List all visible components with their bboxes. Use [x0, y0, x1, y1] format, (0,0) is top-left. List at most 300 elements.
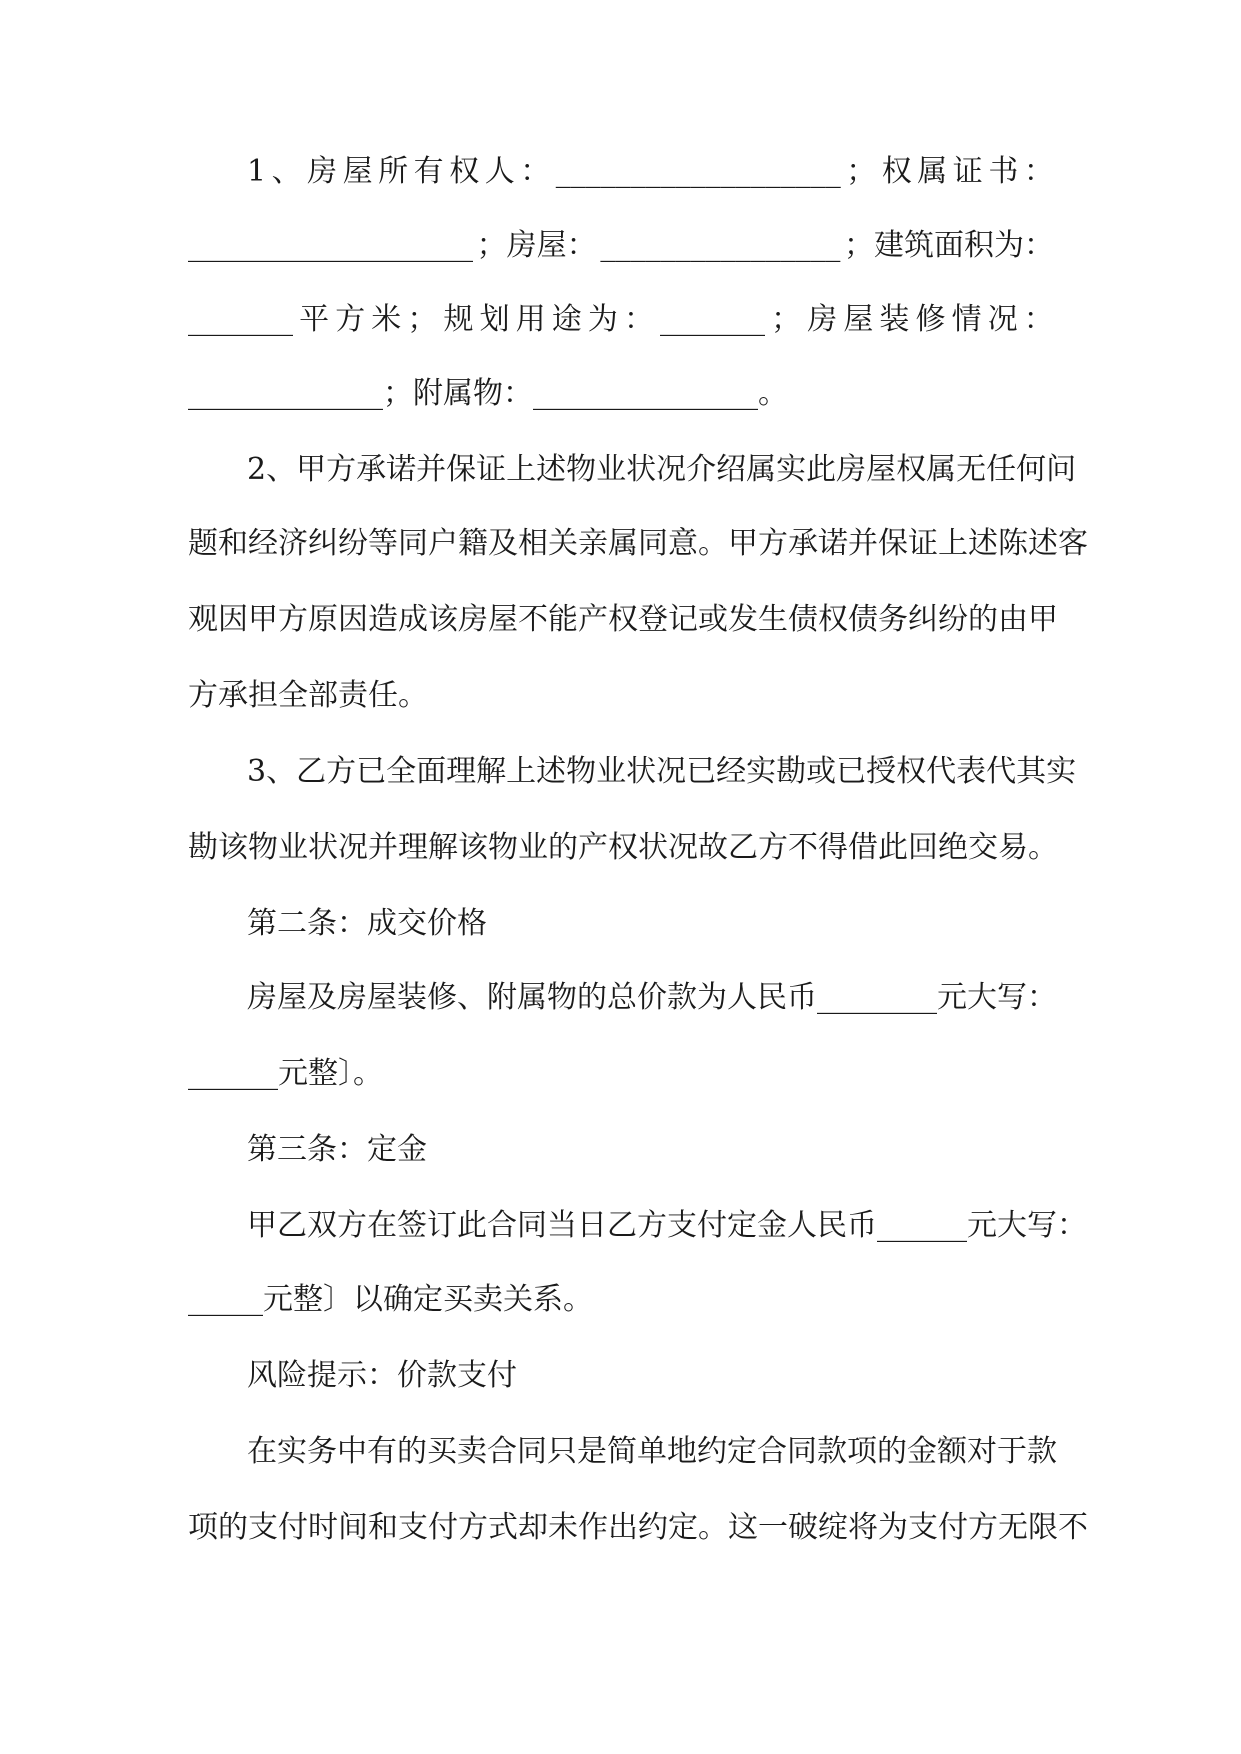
- text-char: 产: [578, 602, 608, 637]
- text-char: 。: [698, 526, 728, 561]
- text-line-16: [188, 1276, 1054, 1324]
- text-char: 况: [656, 452, 687, 487]
- text-char: 保: [878, 526, 908, 561]
- text-char: 时: [308, 1510, 338, 1545]
- text-char: 付: [278, 1510, 308, 1545]
- text-char: 房: [836, 452, 867, 487]
- text-char: 方: [326, 452, 357, 487]
- text-char: 项: [188, 1510, 218, 1545]
- text-segment: ______元整〕。: [188, 1056, 383, 1091]
- text-segment: ___________________: [555, 154, 841, 189]
- text-char: 方: [968, 1510, 998, 1545]
- text-char: 物: [566, 754, 597, 789]
- text-char: _: [907, 1208, 922, 1243]
- text-char: 已: [836, 754, 867, 789]
- text-char: 间: [338, 1510, 368, 1545]
- text-char: 房: [337, 980, 367, 1015]
- text-line-10: [188, 824, 1058, 872]
- text-segment: 所: [378, 154, 409, 189]
- text-segment: 风险提示：价款支付: [247, 1358, 517, 1393]
- text-char: 甲: [728, 526, 758, 561]
- text-char: 述: [968, 526, 998, 561]
- text-char: 约: [638, 1510, 668, 1545]
- text-segment: _____________；附属物：_______________。: [188, 376, 788, 411]
- text-char: 约: [697, 1434, 727, 1469]
- text-char: 同: [398, 526, 428, 561]
- text-char: 甲: [1028, 602, 1058, 637]
- text-segment: 人: [484, 154, 515, 189]
- text-char: _: [952, 1208, 967, 1243]
- text-char: 登: [638, 602, 668, 637]
- text-char: 地: [667, 1434, 697, 1469]
- text-segment: 、: [271, 154, 302, 189]
- text-char: 实: [1046, 754, 1077, 789]
- text-char: 况: [656, 754, 687, 789]
- text-char: 何: [1016, 452, 1047, 487]
- text-char: 、: [457, 980, 487, 1015]
- text-char: 绍: [716, 452, 747, 487]
- text-char: 因: [338, 602, 368, 637]
- text-char: 及: [307, 980, 337, 1015]
- text-char: 附: [487, 980, 517, 1015]
- text-char: 实: [277, 1434, 307, 1469]
- text-line-13: [188, 1050, 1054, 1098]
- text-segment: 装: [879, 302, 910, 337]
- text-char: 问: [1046, 452, 1077, 487]
- text-line-12: [247, 974, 1057, 1022]
- text-char: 却: [518, 1510, 548, 1545]
- text-char: 已: [356, 754, 387, 789]
- text-char: 代: [986, 754, 1017, 789]
- text-segment: 米: [371, 302, 402, 337]
- text-char: 屋: [277, 980, 307, 1015]
- text-char: 、: [266, 452, 297, 487]
- text-char: 价: [637, 980, 667, 1015]
- text-char: 因: [218, 602, 248, 637]
- text-char: 写: [997, 980, 1027, 1015]
- text-segment: 况: [987, 302, 1018, 337]
- text-char: 属: [926, 452, 957, 487]
- text-segment: 房: [807, 302, 838, 337]
- text-line-1: [247, 148, 1054, 196]
- text-char: 纠: [308, 526, 338, 561]
- text-char: 币: [847, 1208, 877, 1243]
- text-char: 纷: [338, 526, 368, 561]
- text-segment: 房: [307, 154, 338, 189]
- text-segment: 有: [413, 154, 444, 189]
- text-char: _: [817, 980, 832, 1015]
- text-char: 方: [278, 602, 308, 637]
- text-char: 日: [577, 1208, 607, 1243]
- text-char: 不: [518, 602, 548, 637]
- text-char: ：: [1057, 1208, 1087, 1243]
- text-line-18: [247, 1428, 1057, 1476]
- text-char: 只: [547, 1434, 577, 1469]
- text-char: 原: [308, 602, 338, 637]
- text-segment: 情: [951, 302, 982, 337]
- text-line-3: [188, 296, 1054, 344]
- text-segment: ；: [407, 302, 438, 337]
- text-char: 属: [608, 526, 638, 561]
- text-char: 已: [686, 754, 717, 789]
- text-char: 额: [937, 1434, 967, 1469]
- text-char: 修: [427, 980, 457, 1015]
- text-char: 方: [458, 1510, 488, 1545]
- text-char: 装: [397, 980, 427, 1015]
- text-char: 生: [758, 602, 788, 637]
- text-char: 该: [428, 602, 458, 637]
- text-char: 将: [848, 1510, 878, 1545]
- text-char: 的: [877, 1434, 907, 1469]
- text-segment: _____元整〕以确定买卖关系。: [188, 1282, 593, 1317]
- text-segment: 证: [952, 154, 983, 189]
- text-char: 诺: [818, 526, 848, 561]
- text-char: 债: [848, 602, 878, 637]
- text-line-6: [188, 520, 1088, 568]
- text-char: 物: [547, 980, 577, 1015]
- text-char: 为: [878, 1510, 908, 1545]
- text-char: 有: [367, 1434, 397, 1469]
- text-char: 成: [398, 602, 428, 637]
- text-char: 定: [727, 1208, 757, 1243]
- text-line-19: [188, 1504, 1088, 1552]
- text-char: 写: [1027, 1208, 1057, 1243]
- text-char: 纠: [908, 602, 938, 637]
- text-char: 项: [847, 1434, 877, 1469]
- text-segment: 为: [587, 302, 618, 337]
- text-char: 同: [638, 526, 668, 561]
- text-line-7: [188, 596, 1058, 644]
- text-char: 金: [907, 1434, 937, 1469]
- text-char: 合: [487, 1434, 517, 1469]
- text-segment: 平: [299, 302, 330, 337]
- text-char: 的: [968, 602, 998, 637]
- text-char: 乙: [607, 1208, 637, 1243]
- text-char: 签: [397, 1208, 427, 1243]
- text-char: 承: [788, 526, 818, 561]
- text-segment: ________________: [600, 228, 841, 263]
- text-char: 简: [607, 1434, 637, 1469]
- text-char: 同: [787, 1434, 817, 1469]
- text-char: 并: [848, 526, 878, 561]
- text-char: 付: [428, 1510, 458, 1545]
- text-char: 。: [698, 1510, 728, 1545]
- text-char: 亲: [578, 526, 608, 561]
- text-char: 大: [967, 980, 997, 1015]
- text-char: 客: [1058, 526, 1088, 561]
- text-line-2: [188, 222, 1054, 270]
- text-segment: ：: [623, 302, 654, 337]
- text-segment: ：: [520, 154, 551, 189]
- text-char: 权: [818, 602, 848, 637]
- text-char: 及: [488, 526, 518, 561]
- text-char: 和: [368, 1510, 398, 1545]
- text-char: 上: [506, 754, 537, 789]
- text-char: 面: [416, 754, 447, 789]
- text-line-8: [188, 672, 1054, 720]
- text-char: 是: [577, 1434, 607, 1469]
- section-heading-price: [247, 900, 1054, 948]
- text-char: 付: [938, 1510, 968, 1545]
- text-char: 单: [637, 1434, 667, 1469]
- text-char: 甲: [296, 452, 327, 487]
- text-segment: _______: [188, 302, 293, 337]
- text-char: 此: [806, 452, 837, 487]
- text-segment: ；房屋：: [476, 228, 597, 263]
- text-segment: 屋: [342, 154, 373, 189]
- text-char: ：: [1027, 980, 1057, 1015]
- text-char: 2: [247, 452, 267, 487]
- text-char: 屋: [488, 602, 518, 637]
- text-char: 等: [368, 526, 398, 561]
- text-char: 中: [337, 1434, 367, 1469]
- text-segment: 划: [479, 302, 510, 337]
- text-char: 证: [908, 526, 938, 561]
- text-char: 上: [506, 452, 537, 487]
- text-char: 解: [476, 754, 507, 789]
- text-segment: ：: [1023, 154, 1054, 189]
- text-char: 经: [248, 526, 278, 561]
- text-char: 勘: [776, 754, 807, 789]
- text-char: 任: [986, 452, 1017, 487]
- text-segment: 属: [917, 154, 948, 189]
- text-char: _: [892, 1208, 907, 1243]
- text-segment: 权: [449, 154, 480, 189]
- text-char: 屋: [866, 452, 897, 487]
- text-char: 民: [757, 980, 787, 1015]
- text-segment: ；: [771, 302, 802, 337]
- text-char: 或: [806, 754, 837, 789]
- text-char: 权: [608, 602, 638, 637]
- text-line-9: [247, 748, 1077, 796]
- text-segment: 1: [247, 154, 267, 189]
- text-char: 支: [248, 1510, 278, 1545]
- text-char: 元: [937, 980, 967, 1015]
- text-char: 债: [788, 602, 818, 637]
- text-char: 的: [218, 1510, 248, 1545]
- text-line-5: [247, 446, 1077, 494]
- text-char: 作: [578, 1510, 608, 1545]
- text-char: 述: [536, 452, 567, 487]
- text-char: 式: [488, 1510, 518, 1545]
- text-char: 、: [266, 754, 297, 789]
- text-segment: 用: [515, 302, 546, 337]
- text-char: 乙: [277, 1208, 307, 1243]
- text-segment: ；建筑面积为：: [843, 228, 1054, 263]
- text-char: 其: [1016, 754, 1047, 789]
- text-char: 总: [607, 980, 637, 1015]
- text-char: 大: [997, 1208, 1027, 1243]
- text-char: _: [907, 980, 922, 1015]
- text-char: 由: [998, 602, 1028, 637]
- text-char: 造: [368, 602, 398, 637]
- text-char: _: [922, 980, 937, 1015]
- text-char: 同: [517, 1208, 547, 1243]
- text-segment: 权: [881, 154, 912, 189]
- text-char: 房: [247, 980, 277, 1015]
- text-char: 款: [667, 980, 697, 1015]
- text-char: 卖: [457, 1434, 487, 1469]
- text-char: 关: [548, 526, 578, 561]
- text-char: 能: [548, 602, 578, 637]
- text-char: 属: [517, 980, 547, 1015]
- text-char: 发: [728, 602, 758, 637]
- text-char: 方: [337, 1208, 367, 1243]
- text-char: 方: [758, 526, 788, 561]
- text-char: 款: [817, 1434, 847, 1469]
- text-char: _: [937, 1208, 952, 1243]
- text-char: 承: [356, 452, 387, 487]
- text-char: 状: [626, 754, 657, 789]
- text-char: 人: [727, 980, 757, 1015]
- text-char: 代: [926, 754, 957, 789]
- text-char: 无: [998, 1510, 1028, 1545]
- text-char: 证: [476, 452, 507, 487]
- text-char: 籍: [458, 526, 488, 561]
- text-char: 实: [746, 754, 777, 789]
- text-segment: 屋: [843, 302, 874, 337]
- section-heading-risk: [247, 1352, 1054, 1400]
- text-line-4: [188, 370, 1054, 418]
- text-char: 为: [697, 980, 727, 1015]
- text-char: 房: [458, 602, 488, 637]
- text-segment: 途: [551, 302, 582, 337]
- text-char: 支: [908, 1510, 938, 1545]
- text-char: _: [832, 980, 847, 1015]
- text-char: 述: [1028, 526, 1058, 561]
- text-char: 限: [1028, 1510, 1058, 1545]
- text-segment: 第三条：定金: [247, 1132, 427, 1167]
- text-char: 对: [967, 1434, 997, 1469]
- text-char: _: [922, 1208, 937, 1243]
- text-char: 的: [397, 1434, 427, 1469]
- text-char: _: [862, 980, 877, 1015]
- text-char: 当: [547, 1208, 577, 1243]
- text-char: 纷: [938, 602, 968, 637]
- text-char: 付: [697, 1208, 727, 1243]
- text-char: 济: [278, 526, 308, 561]
- text-char: 并: [416, 452, 447, 487]
- text-segment: ：: [1023, 302, 1054, 337]
- text-char: 3: [247, 754, 267, 789]
- text-char: 人: [787, 1208, 817, 1243]
- text-char: 保: [446, 452, 477, 487]
- text-char: 甲: [248, 602, 278, 637]
- text-char: 订: [427, 1208, 457, 1243]
- text-char: _: [847, 980, 862, 1015]
- text-char: 出: [608, 1510, 638, 1545]
- text-char: 金: [757, 1208, 787, 1243]
- text-char: 的: [577, 980, 607, 1015]
- text-segment: 方承担全部责任。: [188, 678, 428, 713]
- text-char: 务: [878, 602, 908, 637]
- text-char: 合: [487, 1208, 517, 1243]
- text-line-15: [247, 1202, 1087, 1250]
- text-char: 属: [746, 452, 777, 487]
- text-char: 支: [398, 1510, 428, 1545]
- text-char: 题: [188, 526, 218, 561]
- text-char: 这: [728, 1510, 758, 1545]
- section-heading-deposit: [247, 1126, 1054, 1174]
- text-char: 状: [626, 452, 657, 487]
- text-char: 经: [716, 754, 747, 789]
- text-char: _: [892, 980, 907, 1015]
- text-char: 相: [518, 526, 548, 561]
- text-char: 合: [757, 1434, 787, 1469]
- text-char: 授: [866, 754, 897, 789]
- text-char: 买: [427, 1434, 457, 1469]
- text-char: 观: [188, 602, 218, 637]
- text-char: 绽: [818, 1510, 848, 1545]
- text-char: 陈: [998, 526, 1028, 561]
- text-segment: 修: [915, 302, 946, 337]
- text-char: 介: [686, 452, 717, 487]
- text-char: 或: [698, 602, 728, 637]
- text-char: 上: [938, 526, 968, 561]
- text-char: 甲: [247, 1208, 277, 1243]
- text-char: 权: [896, 754, 927, 789]
- text-segment: _______: [660, 302, 766, 337]
- text-segment: 勘该物业状况并理解该物业的产权状况故乙方不得借此回绝交易。: [188, 830, 1058, 865]
- text-char: 方: [637, 1208, 667, 1243]
- text-char: 业: [596, 452, 627, 487]
- text-char: 全: [386, 754, 417, 789]
- text-char: 屋: [367, 980, 397, 1015]
- text-char: 实: [776, 452, 807, 487]
- text-char: _: [877, 1208, 892, 1243]
- text-char: 记: [668, 602, 698, 637]
- text-char: 乙: [296, 754, 327, 789]
- text-char: 同: [517, 1434, 547, 1469]
- text-char: 双: [307, 1208, 337, 1243]
- text-segment: 第二条：成交价格: [247, 906, 487, 941]
- text-char: 诺: [386, 452, 417, 487]
- text-char: 意: [668, 526, 698, 561]
- text-char: 和: [218, 526, 248, 561]
- text-char: 述: [536, 754, 567, 789]
- text-segment: 规: [443, 302, 474, 337]
- text-char: 无: [956, 452, 987, 487]
- text-char: 不: [1058, 1510, 1088, 1545]
- text-char: 在: [247, 1434, 277, 1469]
- text-segment: 方: [335, 302, 366, 337]
- text-char: 元: [967, 1208, 997, 1243]
- text-char: 于: [997, 1434, 1027, 1469]
- text-char: 此: [457, 1208, 487, 1243]
- text-char: 支: [667, 1208, 697, 1243]
- text-char: 款: [1027, 1434, 1057, 1469]
- text-char: 破: [788, 1510, 818, 1545]
- text-segment: ；: [846, 154, 877, 189]
- text-char: 表: [956, 754, 987, 789]
- text-char: 户: [428, 526, 458, 561]
- text-char: 理: [446, 754, 477, 789]
- text-char: 定: [668, 1510, 698, 1545]
- text-char: 务: [307, 1434, 337, 1469]
- text-char: 民: [817, 1208, 847, 1243]
- text-char: 业: [596, 754, 627, 789]
- text-char: 未: [548, 1510, 578, 1545]
- text-char: 在: [367, 1208, 397, 1243]
- text-char: 一: [758, 1510, 788, 1545]
- text-char: 权: [896, 452, 927, 487]
- text-char: 物: [566, 452, 597, 487]
- text-char: _: [877, 980, 892, 1015]
- text-char: 定: [727, 1434, 757, 1469]
- text-char: 币: [787, 980, 817, 1015]
- text-segment: ___________________: [188, 228, 473, 263]
- text-segment: 书: [988, 154, 1019, 189]
